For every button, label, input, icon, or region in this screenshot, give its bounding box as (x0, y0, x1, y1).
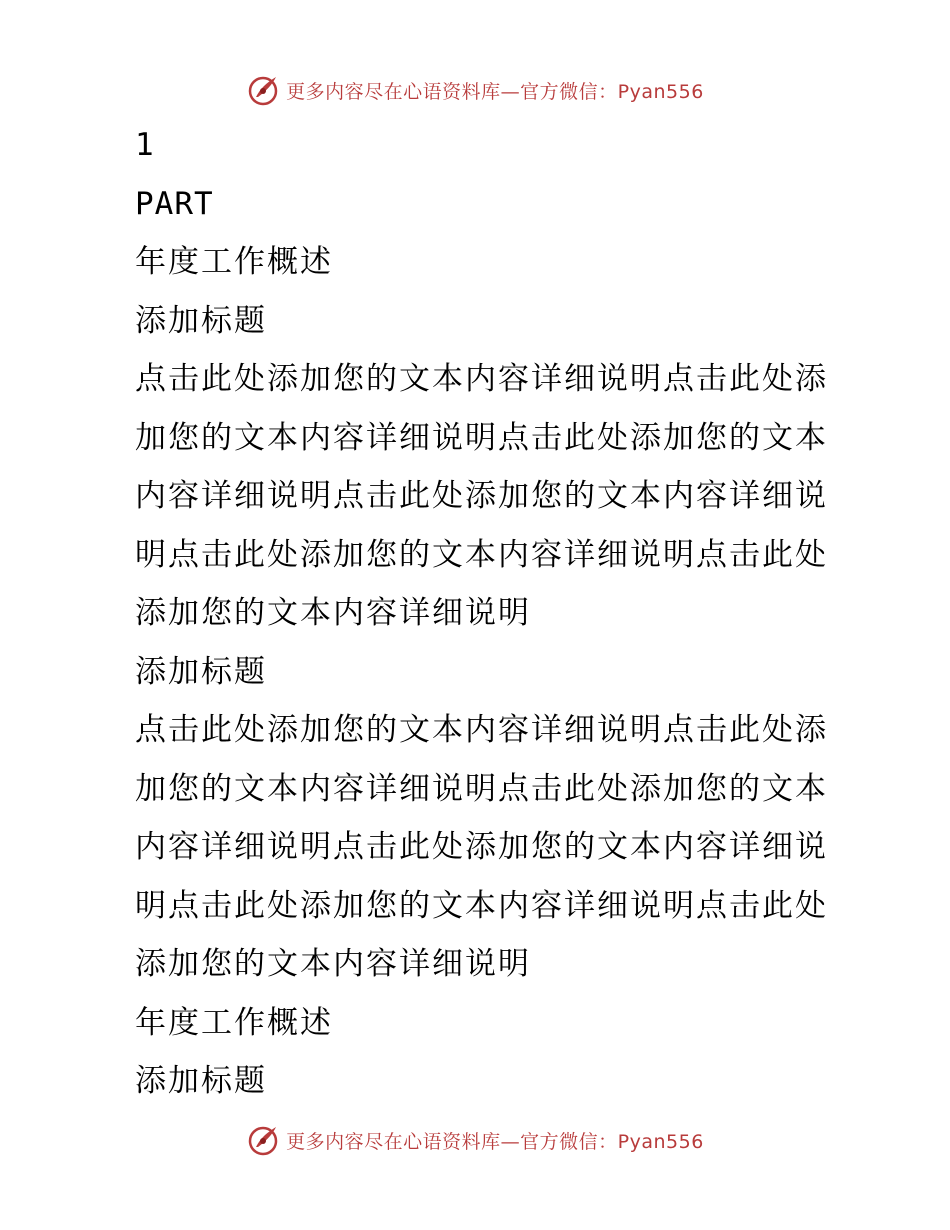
paragraph-line: 内容详细说明点击此处添加您的文本内容详细说 (135, 829, 828, 865)
paragraph-line: 加您的文本内容详细说明点击此处添加您的文本 (135, 770, 828, 807)
watermark-text (286, 77, 704, 104)
quill-logo-icon (246, 73, 280, 107)
section-heading: 年度工作概述 (135, 1004, 333, 1041)
paragraph-line: 明点击此处添加您的文本内容详细说明点击此处 (135, 536, 828, 573)
section-number: 1 (135, 127, 155, 163)
quill-logo-icon (246, 1123, 280, 1157)
wechat-id: Pyan556 (617, 80, 704, 103)
wechat-id: Pyan556 (617, 1130, 704, 1153)
watermark-label: 更多内容尽在心语资料库—官方微信： (286, 1130, 618, 1153)
subheading: 添加标题 (135, 302, 267, 339)
watermark-label: 更多内容尽在心语资料库—官方微信： (286, 80, 618, 103)
paragraph-line: 加您的文本内容详细说明点击此处添加您的文本 (135, 419, 828, 456)
subheading: 添加标题 (135, 1063, 267, 1099)
footer-watermark-banner (0, 1120, 950, 1160)
part-label: PART (135, 185, 214, 222)
paragraph-line: 内容详细说明点击此处添加您的文本内容详细说 (135, 478, 828, 514)
document-body (135, 116, 855, 1111)
paragraph-line: 添加您的文本内容详细说明 (135, 595, 531, 631)
header-watermark-banner (0, 70, 950, 110)
watermark-text (286, 1127, 704, 1154)
subheading: 添加标题 (135, 653, 267, 690)
paragraph-line: 点击此处添加您的文本内容详细说明点击此处添 (135, 361, 828, 397)
paragraph-line: 明点击此处添加您的文本内容详细说明点击此处 (135, 887, 828, 924)
paragraph-line: 添加您的文本内容详细说明 (135, 946, 531, 982)
paragraph-line: 点击此处添加您的文本内容详细说明点击此处添 (135, 712, 828, 748)
section-heading: 年度工作概述 (135, 244, 333, 280)
